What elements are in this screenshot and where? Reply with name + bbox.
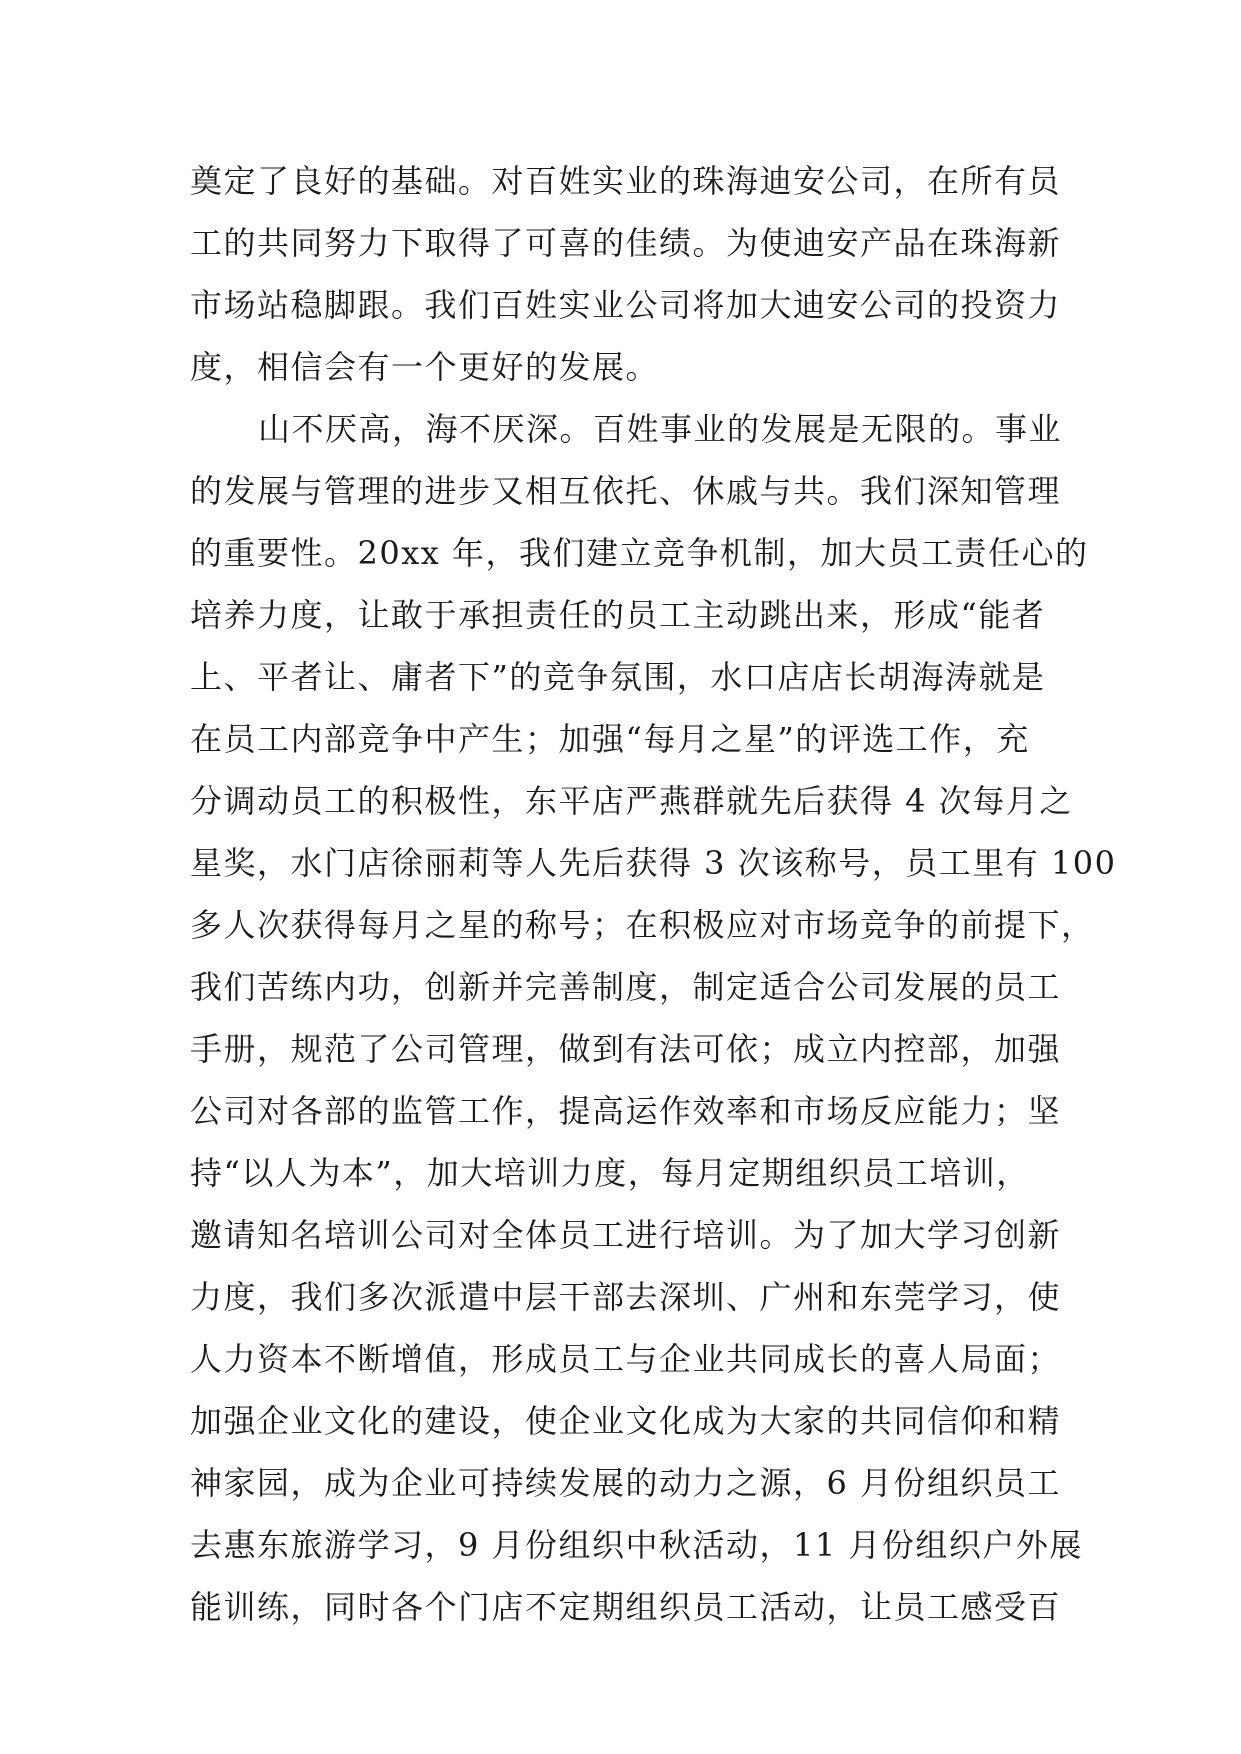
- text-line: 山不厌高，海不厌深。百姓事业的发展是无限的。事业: [258, 410, 1063, 448]
- text-line: 邀请知名培训公司对全体员工进行培训。为了加大学习创新: [190, 1216, 1062, 1254]
- text-line: 力度，我们多次派遣中层干部去深圳、广州和东莞学习，使: [190, 1278, 1062, 1316]
- text-line: 在员工内部竞争中产生；加强“每月之星”的评选工作，充: [190, 720, 1030, 758]
- text-line: 加强企业文化的建设，使企业文化成为大家的共同信仰和精: [190, 1402, 1062, 1440]
- document-body: [190, 150, 1117, 1638]
- text-line: 手册，规范了公司管理，做到有法可依；成立内控部，加强: [190, 1030, 1062, 1068]
- text-line: 去惠东旅游学习，9 月份组织中秋活动，11 月份组织户外展: [190, 1526, 1083, 1564]
- text-line: 培养力度，让敢于承担责任的员工主动跳出来，形成“能者: [190, 596, 1046, 634]
- text-line: 人力资本不断增值，形成员工与企业共同成长的喜人局面；: [190, 1340, 1062, 1378]
- text-line: 能训练，同时各个门店不定期组织员工活动，让员工感受百: [190, 1588, 1062, 1626]
- text-line: 市场站稳脚跟。我们百姓实业公司将加大迪安公司的投资力: [190, 286, 1062, 324]
- text-line: 星奖，水门店徐丽莉等人先后获得 3 次该称号，员工里有 100: [190, 844, 1117, 882]
- text-line: 奠定了良好的基础。对百姓实业的珠海迪安公司，在所有员: [190, 162, 1062, 200]
- text-line: 的发展与管理的进步又相互依托、休戚与共。我们深知管理: [190, 472, 1062, 510]
- text-line: 度，相信会有一个更好的发展。: [190, 348, 660, 386]
- paragraph-1: [190, 150, 1070, 398]
- text-line: 持“以人为本”，加大培训力度，每月定期组织员工培训，: [190, 1154, 1030, 1192]
- text-line: 的重要性。20xx 年，我们建立竞争机制，加大员工责任心的: [190, 534, 1089, 572]
- text-line: 分调动员工的积极性，东平店严燕群就先后获得 4 次每月之: [190, 782, 1073, 820]
- text-line: 上、平者让、庸者下”的竞争氛围，水口店店长胡海涛就是: [190, 658, 1046, 696]
- text-line: 神家园，成为企业可持续发展的动力之源，6 月份组织员工: [190, 1464, 1062, 1502]
- text-line: 我们苦练内功，创新并完善制度，制定适合公司发展的员工: [190, 968, 1062, 1006]
- text-line: 工的共同努力下取得了可喜的佳绩。为使迪安产品在珠海新: [190, 224, 1062, 262]
- text-line: 公司对各部的监管工作，提高运作效率和市场反应能力；坚: [190, 1092, 1062, 1130]
- paragraph-2: [190, 398, 1117, 1638]
- text-line: 多人次获得每月之星的称号；在积极应对市场竞争的前提下，: [190, 906, 1095, 944]
